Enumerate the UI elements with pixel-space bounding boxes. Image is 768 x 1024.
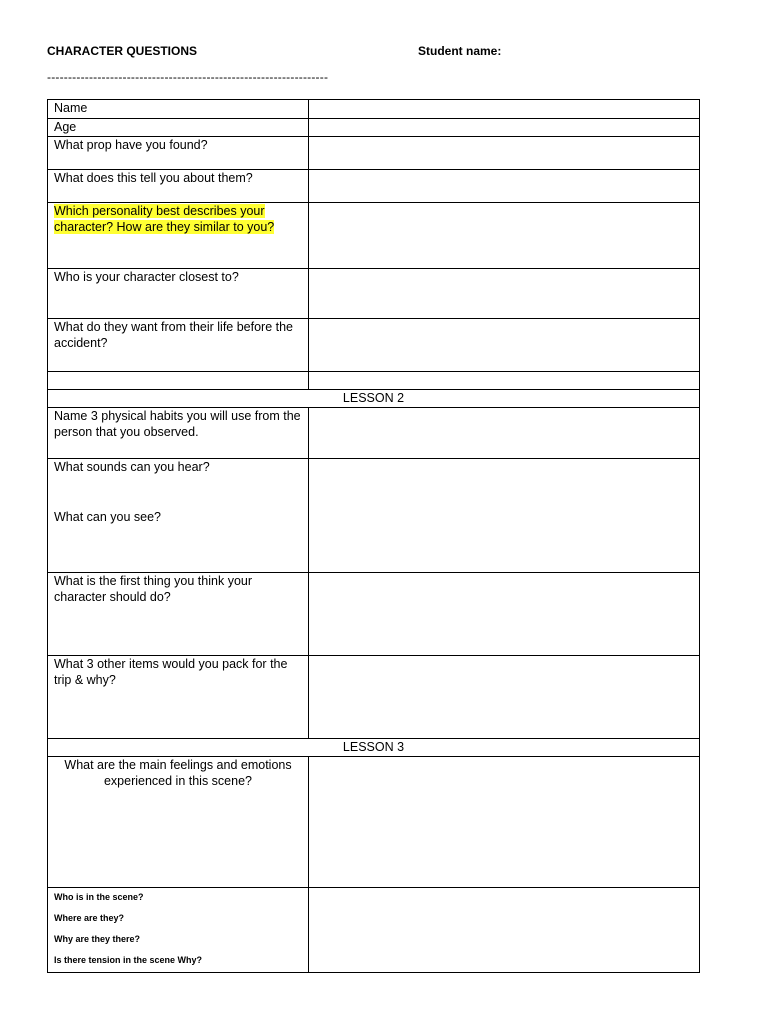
- answer-cell[interactable]: [309, 573, 700, 656]
- answer-cell-name[interactable]: [309, 100, 700, 119]
- answer-cell[interactable]: [309, 137, 700, 170]
- lesson-3-heading: LESSON 3: [48, 739, 700, 757]
- question-cell: Who is your character closest to?: [48, 269, 309, 319]
- question-cell: What 3 other items would you pack for the trip & why?: [48, 656, 309, 739]
- table-row: [48, 100, 700, 119]
- lesson-heading-row: [48, 390, 700, 408]
- why-prompt: Why are they there?: [54, 934, 141, 944]
- question-cell: Age: [48, 119, 309, 137]
- table-row: [48, 408, 700, 459]
- answer-cell-age[interactable]: [309, 119, 700, 137]
- lesson-2-heading: LESSON 2: [48, 390, 700, 408]
- table-row: [48, 888, 700, 973]
- answer-cell[interactable]: [309, 888, 700, 973]
- table-row: [48, 319, 700, 372]
- answer-cell[interactable]: [309, 459, 700, 573]
- worksheet-title: CHARACTER QUESTIONS: [47, 44, 198, 58]
- who-prompt: Who is in the scene?: [54, 892, 144, 902]
- question-cell: What prop have you found?: [48, 137, 309, 170]
- answer-cell[interactable]: [309, 757, 700, 888]
- answer-cell[interactable]: [309, 203, 700, 269]
- question-cell: What do they want from their life before the accident?: [48, 319, 309, 372]
- question-cell: [48, 459, 309, 573]
- where-prompt: Where are they?: [54, 913, 125, 923]
- empty-cell: [48, 372, 309, 390]
- table-row: [48, 656, 700, 739]
- student-name-label: Student name:: [418, 44, 502, 58]
- table-row: [48, 757, 700, 888]
- lesson-heading-row: [48, 739, 700, 757]
- table-row: [48, 170, 700, 203]
- answer-cell[interactable]: [309, 656, 700, 739]
- answer-cell[interactable]: [309, 319, 700, 372]
- character-questions-table: [47, 99, 700, 973]
- empty-cell[interactable]: [309, 372, 700, 390]
- scene-prompts-cell: [48, 888, 309, 973]
- table-row: [48, 119, 700, 137]
- question-cell: Name: [48, 100, 309, 119]
- table-row: [48, 573, 700, 656]
- question-cell: What is the first thing you think your character should do?: [48, 573, 309, 656]
- tension-prompt: Is there tension in the scene Why?: [54, 955, 203, 965]
- question-cell: Name 3 physical habits you will use from the person that you observed.: [48, 408, 309, 459]
- see-question: What can you see?: [54, 510, 162, 524]
- table-row: [48, 137, 700, 170]
- answer-cell[interactable]: [309, 170, 700, 203]
- question-cell-highlighted: [48, 203, 309, 269]
- highlighted-text: Which personality best describes your: [54, 204, 265, 218]
- divider-dashes: -------------------------------------------------------------------: [47, 70, 329, 84]
- table-row-empty: [48, 372, 700, 390]
- question-cell: What does this tell you about them?: [48, 170, 309, 203]
- table-row: [48, 269, 700, 319]
- sounds-question: What sounds can you hear?: [54, 460, 210, 474]
- table-row: [48, 203, 700, 269]
- answer-cell[interactable]: [309, 408, 700, 459]
- answer-cell[interactable]: [309, 269, 700, 319]
- question-cell: What are the main feelings and emotions experienced in this scene?: [48, 757, 309, 888]
- highlighted-text: character? How are they similar to you?: [54, 220, 275, 234]
- table-row: [48, 459, 700, 573]
